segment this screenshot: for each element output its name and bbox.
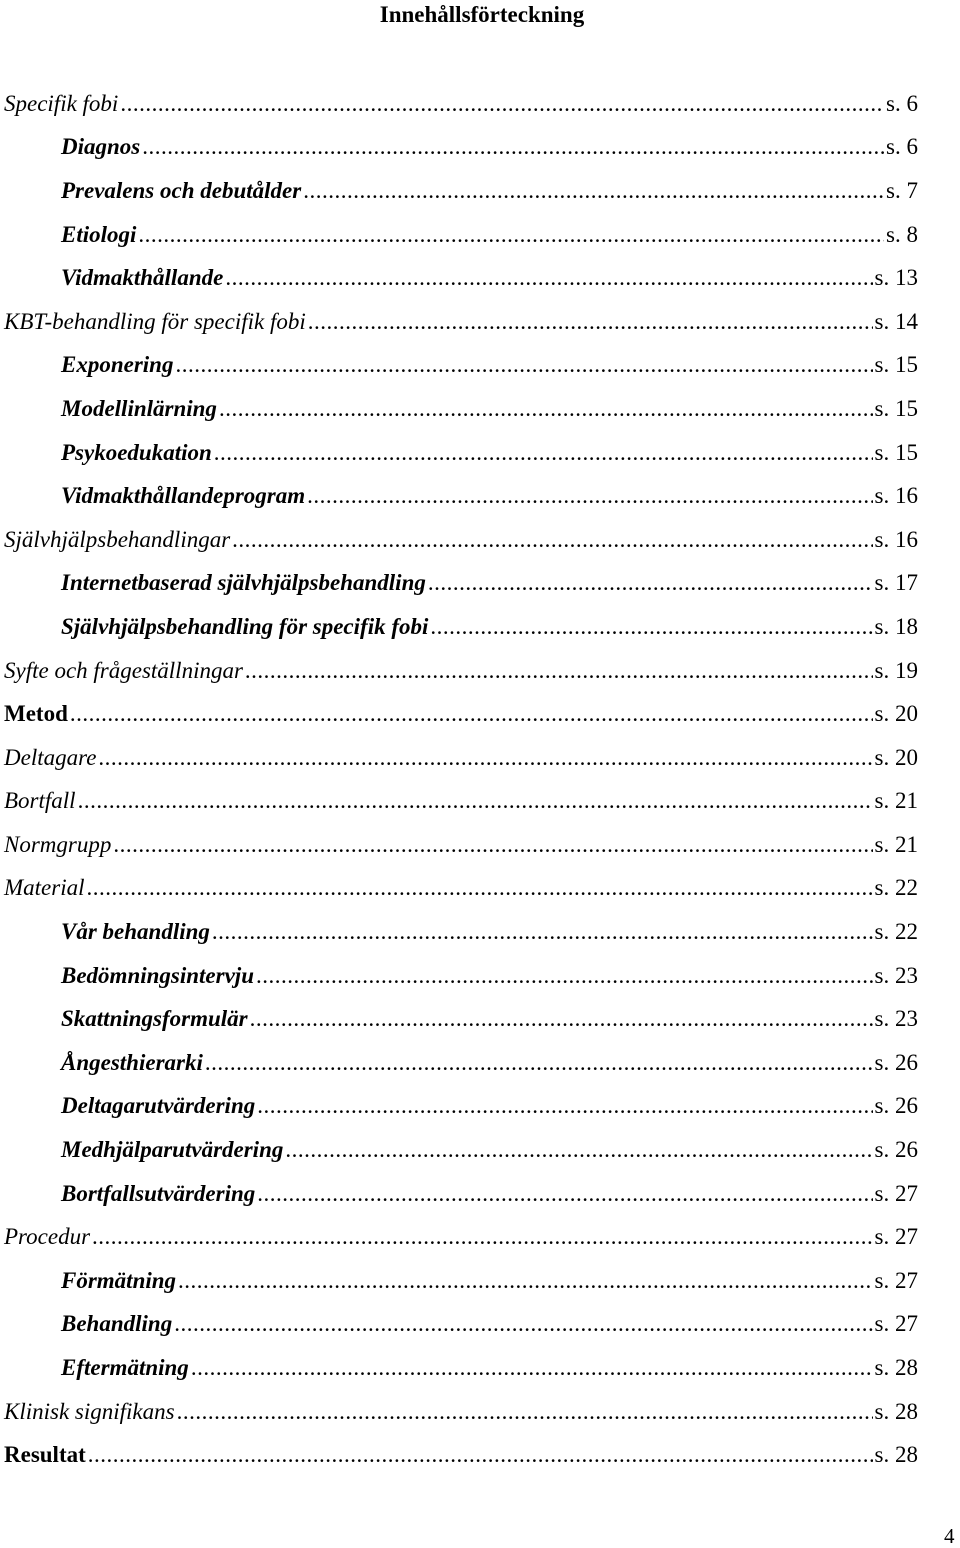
toc-dot-leader bbox=[178, 1266, 873, 1296]
toc-dot-leader bbox=[174, 1309, 872, 1339]
toc-entry-label: Självhjälpsbehandling för specifik fobi bbox=[61, 613, 429, 639]
toc-entry[interactable] bbox=[4, 1085, 918, 1129]
toc-dot-leader bbox=[205, 1048, 873, 1078]
toc-entry[interactable] bbox=[4, 169, 918, 213]
toc-entry[interactable] bbox=[4, 562, 918, 606]
toc-entry[interactable] bbox=[4, 1215, 918, 1259]
toc-dot-leader bbox=[307, 481, 872, 511]
toc-dot-leader bbox=[70, 699, 873, 729]
toc-entry[interactable] bbox=[4, 692, 918, 736]
toc-entry-label: Diagnos bbox=[61, 134, 141, 160]
toc-entry[interactable] bbox=[4, 344, 918, 388]
toc-entry[interactable] bbox=[4, 1172, 918, 1216]
toc-entry-page: s. 16 bbox=[874, 483, 918, 509]
toc-entry-page: s. 27 bbox=[874, 1224, 918, 1250]
toc-entry[interactable] bbox=[4, 387, 918, 431]
toc-entry-label: Deltagarutvärdering bbox=[61, 1093, 256, 1119]
toc-entry-label: Specifik fobi bbox=[4, 90, 119, 116]
toc-entry-page: s. 20 bbox=[874, 701, 918, 727]
toc-entry[interactable] bbox=[4, 213, 918, 257]
toc-entry-label: Internetbaserad självhjälpsbehandling bbox=[61, 570, 426, 596]
toc-dot-leader bbox=[113, 830, 872, 860]
toc-entry-page: s. 21 bbox=[874, 831, 918, 857]
toc-entry-label: Klinisk signifikans bbox=[4, 1398, 175, 1424]
toc-dot-leader bbox=[191, 1353, 873, 1383]
toc-entry-page: s. 19 bbox=[874, 657, 918, 683]
toc-entry-page: s. 13 bbox=[874, 265, 918, 291]
toc-dot-leader bbox=[232, 525, 872, 555]
toc-entry-page: s. 20 bbox=[874, 744, 918, 770]
toc-entry[interactable] bbox=[4, 518, 918, 562]
toc-entry-label: Bortfallsutvärdering bbox=[61, 1180, 256, 1206]
toc-dot-leader bbox=[138, 220, 884, 250]
toc-entry-label: Procedur bbox=[4, 1224, 91, 1250]
toc-entry[interactable] bbox=[4, 82, 918, 126]
toc-dot-leader bbox=[78, 786, 873, 816]
toc-entry-label: Medhjälparutvärdering bbox=[61, 1137, 284, 1163]
toc-entry-page: s. 28 bbox=[874, 1355, 918, 1381]
toc-entry-page: s. 26 bbox=[874, 1049, 918, 1075]
toc-entry-page: s. 22 bbox=[874, 875, 918, 901]
toc-dot-leader bbox=[428, 568, 873, 598]
toc-entry[interactable] bbox=[4, 1128, 918, 1172]
toc-entry-label: Metod bbox=[4, 701, 68, 727]
toc-entry[interactable] bbox=[4, 300, 918, 344]
toc-dot-leader bbox=[245, 656, 873, 686]
toc-entry-label: Eftermätning bbox=[61, 1355, 189, 1381]
toc-entry-label: Självhjälpsbehandlingar bbox=[4, 526, 231, 552]
toc-dot-leader bbox=[88, 1440, 873, 1470]
toc-dot-leader bbox=[142, 132, 884, 162]
toc-entry-label: Modellinlärning bbox=[61, 395, 217, 421]
toc-entry-label: Psykoedukation bbox=[61, 439, 212, 465]
toc-dot-leader bbox=[219, 394, 873, 424]
toc-entry[interactable] bbox=[4, 1259, 918, 1303]
toc-entry-page: s. 7 bbox=[886, 177, 918, 203]
toc-entry-label: Deltagare bbox=[4, 744, 97, 770]
toc-entry-label: Bedömningsintervju bbox=[61, 962, 254, 988]
toc-dot-leader bbox=[430, 612, 872, 642]
toc-entry-label: Material bbox=[4, 875, 85, 901]
toc-dot-leader bbox=[308, 307, 873, 337]
toc-entry-label: Behandling bbox=[61, 1311, 173, 1337]
toc-dot-leader bbox=[87, 873, 873, 903]
toc-entry-page: s. 27 bbox=[874, 1180, 918, 1206]
toc-entry-label: Bortfall bbox=[4, 788, 76, 814]
toc-dot-leader bbox=[285, 1135, 872, 1165]
toc-entry-label: Vår behandling bbox=[61, 919, 210, 945]
toc-entry-page: s. 8 bbox=[886, 221, 918, 247]
toc-entry-label: Syfte och frågeställningar bbox=[4, 657, 243, 683]
toc-entry[interactable] bbox=[4, 1433, 918, 1477]
toc-entry[interactable] bbox=[4, 649, 918, 693]
table-of-contents bbox=[4, 82, 918, 1477]
toc-dot-leader bbox=[177, 1397, 873, 1427]
toc-entry-page: s. 23 bbox=[874, 962, 918, 988]
toc-entry[interactable] bbox=[4, 126, 918, 170]
toc-entry-page: s. 15 bbox=[874, 352, 918, 378]
toc-entry-page: s. 14 bbox=[874, 308, 918, 334]
toc-entry-page: s. 15 bbox=[874, 395, 918, 421]
toc-dot-leader bbox=[225, 263, 872, 293]
toc-entry[interactable] bbox=[4, 256, 918, 300]
toc-entry[interactable] bbox=[4, 823, 918, 867]
toc-entry-page: s. 27 bbox=[874, 1267, 918, 1293]
toc-entry-label: Ångesthierarki bbox=[61, 1049, 203, 1075]
toc-entry[interactable] bbox=[4, 910, 918, 954]
toc-entry-page: s. 22 bbox=[874, 919, 918, 945]
toc-dot-leader bbox=[257, 1179, 872, 1209]
toc-entry-page: s. 17 bbox=[874, 570, 918, 596]
toc-entry-label: Normgrupp bbox=[4, 831, 112, 857]
toc-entry-page: s. 26 bbox=[874, 1137, 918, 1163]
toc-entry-label: Etiologi bbox=[61, 221, 137, 247]
toc-dot-leader bbox=[175, 350, 872, 380]
toc-entry-page: s. 15 bbox=[874, 439, 918, 465]
toc-entry[interactable] bbox=[4, 780, 918, 824]
toc-entry-page: s. 27 bbox=[874, 1311, 918, 1337]
toc-entry[interactable] bbox=[4, 997, 918, 1041]
toc-entry[interactable] bbox=[4, 1041, 918, 1085]
toc-entry[interactable] bbox=[4, 474, 918, 518]
toc-entry[interactable] bbox=[4, 1390, 918, 1434]
toc-entry[interactable] bbox=[4, 605, 918, 649]
toc-entry[interactable] bbox=[4, 431, 918, 475]
toc-entry[interactable] bbox=[4, 1346, 918, 1390]
toc-entry[interactable] bbox=[4, 954, 918, 998]
toc-entry[interactable] bbox=[4, 736, 918, 780]
toc-entry-label: Exponering bbox=[61, 352, 174, 378]
toc-entry-label: Vidmakthållande bbox=[61, 265, 224, 291]
toc-dot-leader bbox=[303, 176, 884, 206]
toc-entry-page: s. 21 bbox=[874, 788, 918, 814]
toc-dot-leader bbox=[214, 438, 873, 468]
toc-entry-page: s. 26 bbox=[874, 1093, 918, 1119]
page-title: Innehållsförteckning bbox=[379, 2, 585, 27]
toc-entry-page: s. 6 bbox=[886, 90, 918, 116]
toc-dot-leader bbox=[92, 1222, 873, 1252]
page-number: 4 bbox=[944, 1524, 955, 1548]
toc-dot-leader bbox=[120, 89, 884, 119]
toc-dot-leader bbox=[250, 1004, 873, 1034]
toc-dot-leader bbox=[212, 917, 873, 947]
toc-dot-leader bbox=[98, 743, 872, 773]
toc-entry-label: Skattningsformulär bbox=[61, 1006, 248, 1032]
toc-entry-label: Resultat bbox=[4, 1442, 86, 1468]
toc-entry[interactable] bbox=[4, 1303, 918, 1347]
toc-entry-page: s. 28 bbox=[874, 1442, 918, 1468]
toc-entry-page: s. 18 bbox=[874, 613, 918, 639]
toc-entry-label: KBT-behandling för specifik fobi bbox=[4, 308, 306, 334]
toc-entry-label: Vidmakthållandeprogram bbox=[61, 483, 306, 509]
toc-dot-leader bbox=[256, 961, 873, 991]
toc-entry-label: Förmätning bbox=[61, 1267, 177, 1293]
toc-entry-page: s. 6 bbox=[886, 134, 918, 160]
toc-entry-page: s. 28 bbox=[874, 1398, 918, 1424]
toc-entry-page: s. 16 bbox=[874, 526, 918, 552]
toc-entry-page: s. 23 bbox=[874, 1006, 918, 1032]
toc-dot-leader bbox=[257, 1091, 872, 1121]
toc-entry[interactable] bbox=[4, 867, 918, 911]
toc-entry-label: Prevalens och debutålder bbox=[61, 177, 302, 203]
